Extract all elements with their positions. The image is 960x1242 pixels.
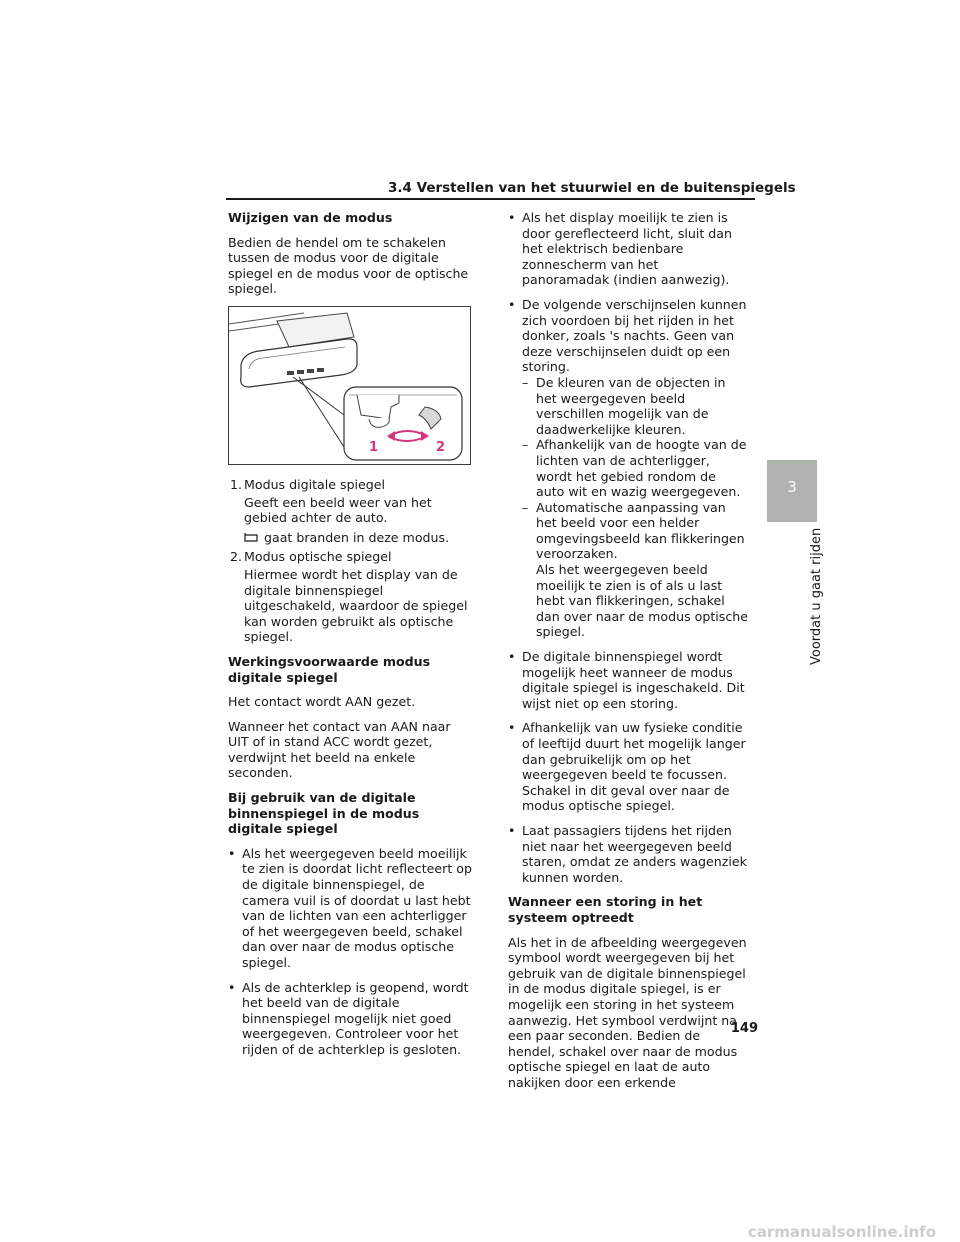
page-number: 149 <box>730 1021 758 1036</box>
header-divider <box>226 198 755 200</box>
dash-list <box>508 375 748 640</box>
heading-system-malfunction: Wanneer een storing in het systeem optreedt <box>508 894 703 925</box>
paragraph-contact-on: Het contact wordt AAN gezet. <box>228 694 416 710</box>
paragraph-contact-off: Wanneer het contact van AAN naar UIT of in stand ACC wordt gezet, verdwijnt het beeld na enkele seconden. <box>228 718 451 781</box>
list-title: Modus digitale spiegel <box>244 476 386 492</box>
bullet-text: Laat passagiers tijdens het rijden niet naar het weergegeven beeld staren, omdat ze anders wagenziek kunnen worden. <box>522 822 747 885</box>
bullet-item: • Als de achterklep is geopend, wordt het beeld van de digitale binnenspiegel mogelijk niet goed weergegeven. Controleer voor het rijden of de achterklep is gesloten. <box>228 979 469 1057</box>
bullet-item: • Laat passagiers tijdens het rijden niet naar het weergegeven beeld staren, omdat ze anders wagenziek kunnen worden. <box>508 822 747 885</box>
indicator-text: gaat branden in deze modus. <box>264 529 450 545</box>
left-column <box>228 210 473 1067</box>
chapter-number: 3 <box>787 478 797 496</box>
heading-using-digital-mirror: Bij gebruik van de digitale binnenspiegel in de modus digitale spiegel <box>228 790 420 837</box>
dash-text: De kleuren van de objecten in het weergegeven beeld verschillen mogelijk van de daadwerkelijke kleuren. <box>536 374 726 437</box>
bullet-text: Als de achterklep is geopend, wordt het beeld van de digitale binnenspiegel mogelijk niet goed weergegeven. Controleer voor het rijden of de achterklep is gesloten. <box>242 979 469 1057</box>
bullet-text: De digitale binnenspiegel wordt mogelijk heet wanneer de modus digitale spiegel is ingeschakeld. Dit wijst niet op een storing. <box>522 649 745 711</box>
watermark: carmanualsonline.info <box>747 1223 936 1241</box>
indicator-line <box>228 530 473 546</box>
dash-item-continued <box>508 562 748 640</box>
chapter-label: Voordat u gaat rijden <box>809 527 824 665</box>
right-column <box>508 210 748 1099</box>
heading-operating-condition: Werkingsvoorwaarde modus digitale spiegel <box>228 653 431 685</box>
list-text: Hiermee wordt het display van de digitale binnenspiegel uitgeschakeld, waardoor de spiegel kan worden gebruikt als optische spiegel. <box>244 566 468 645</box>
section-header: 3.4 Verstellen van het stuurwiel en de buitenspiegels <box>388 180 796 196</box>
mirror-lever-illustration <box>228 306 471 465</box>
list-number: 2. <box>230 549 243 565</box>
digital-mirror-indicator-icon <box>244 533 258 543</box>
dash-text: Automatische aanpassing van het beeld voor een helder omgevingsbeeld kan flikkeringen veroorzaken. <box>536 499 745 562</box>
bullet-item: • De volgende verschijnselen kunnen zich voordoen bij het rijden in het donker, zoals 's nachts. Geen van deze verschijnselen duidt op een storing. <box>508 296 747 375</box>
list-number: 1. <box>230 476 243 492</box>
list-item-digital-mode <box>228 477 473 493</box>
dash-text: Afhankelijk van de hoogte van de lichten van de achterligger, wordt het gebied rondom de auto wit en wazig weergegeven. <box>536 437 747 500</box>
list-title: Modus optische spiegel <box>244 549 392 565</box>
heading-change-mode: Wijzigen van de modus <box>228 210 393 225</box>
figure-label-2: 2 <box>436 439 446 455</box>
list-item-optical-mode <box>228 549 473 565</box>
bullet-item: • Als het weergegeven beeld moeilijk te zien is doordat licht reflecteert op de digitale binnenspiegel, de camera vuil is of doordat u last hebt van de lichten van een achterligger of het weergegeven beeld, schakel dan over naar de modus optische spiegel. <box>228 845 472 970</box>
bullet-text: Afhankelijk van uw fysieke conditie of leeftijd duurt het mogelijk langer dan gebruikelijk om op het weergegeven beeld te focussen. Schakel in dit geval over naar de modus optische spiegel. <box>522 720 746 814</box>
paragraph-change-mode: Bedien de hendel om te schakelen tussen de modus voor de digitale spiegel en de modus voor de optische spiegel. <box>228 234 469 297</box>
bullet-text: De volgende verschijnselen kunnen zich voordoen bij het rijden in het donker, zoals 's nachts. Geen van deze verschijnselen duidt op een storing. <box>522 296 747 375</box>
dash-item: – De kleuren van de objecten in het weergegeven beeld verschillen mogelijk van de daadwerkelijke kleuren. <box>522 374 726 437</box>
dash-text: Als het weergegeven beeld moeilijk te zien is of als u last hebt van flikkeringen, schakel dan over naar de modus optische spiegel. <box>536 562 748 640</box>
bullet-item: • Als het display moeilijk te zien is door gereflecteerd licht, sluit dan het elektrisch bedienbare zonnescherm van het panoramadak (indien aanwezig). <box>508 210 732 288</box>
dash-item: – Afhankelijk van de hoogte van de lichten van de achterligger, wordt het gebied rondom de auto wit en wazig weergegeven. <box>522 437 747 500</box>
bullet-item: • De digitale binnenspiegel wordt mogelijk heet wanneer de modus digitale spiegel is ingeschakeld. Dit wijst niet op een storing. <box>508 649 745 711</box>
figure-label-1: 1 <box>369 439 379 455</box>
bullet-text: Als het display moeilijk te zien is door gereflecteerd licht, sluit dan het elektrisch bedienbare zonnescherm van het panoramadak (indien aanwezig). <box>522 210 732 288</box>
paragraph-malfunction: Als het in de afbeelding weergegeven symbool wordt weergegeven bij het gebruik van de digitale binnenspiegel in de modus digitale spiegel, is er mogelijk een storing in het systeem aanwezig. Het symbool verdwijnt na een paar seconden. Bedien de hendel, schakel over naar de modus optische spiegel en laat de auto nakijken door een erkende <box>508 934 747 1090</box>
list-text: Geeft een beeld weer van het gebied achter de auto. <box>244 494 432 526</box>
dash-item: – Automatische aanpassing van het beeld voor een helder omgevingsbeeld kan flikkeringen veroorzaken. <box>522 499 745 562</box>
bullet-text: Als het weergegeven beeld moeilijk te zien is doordat licht reflecteert op de digitale binnenspiegel, de camera vuil is of doordat u last hebt van de lichten van een achterligger of het weergegeven beeld, schakel dan over naar de modus optische spiegel. <box>242 845 472 970</box>
bullet-item: • Afhankelijk van uw fysieke conditie of leeftijd duurt het mogelijk langer dan gebruikelijk om op het weergegeven beeld te focussen. Schakel in dit geval over naar de modus optische spiegel. <box>508 720 746 814</box>
